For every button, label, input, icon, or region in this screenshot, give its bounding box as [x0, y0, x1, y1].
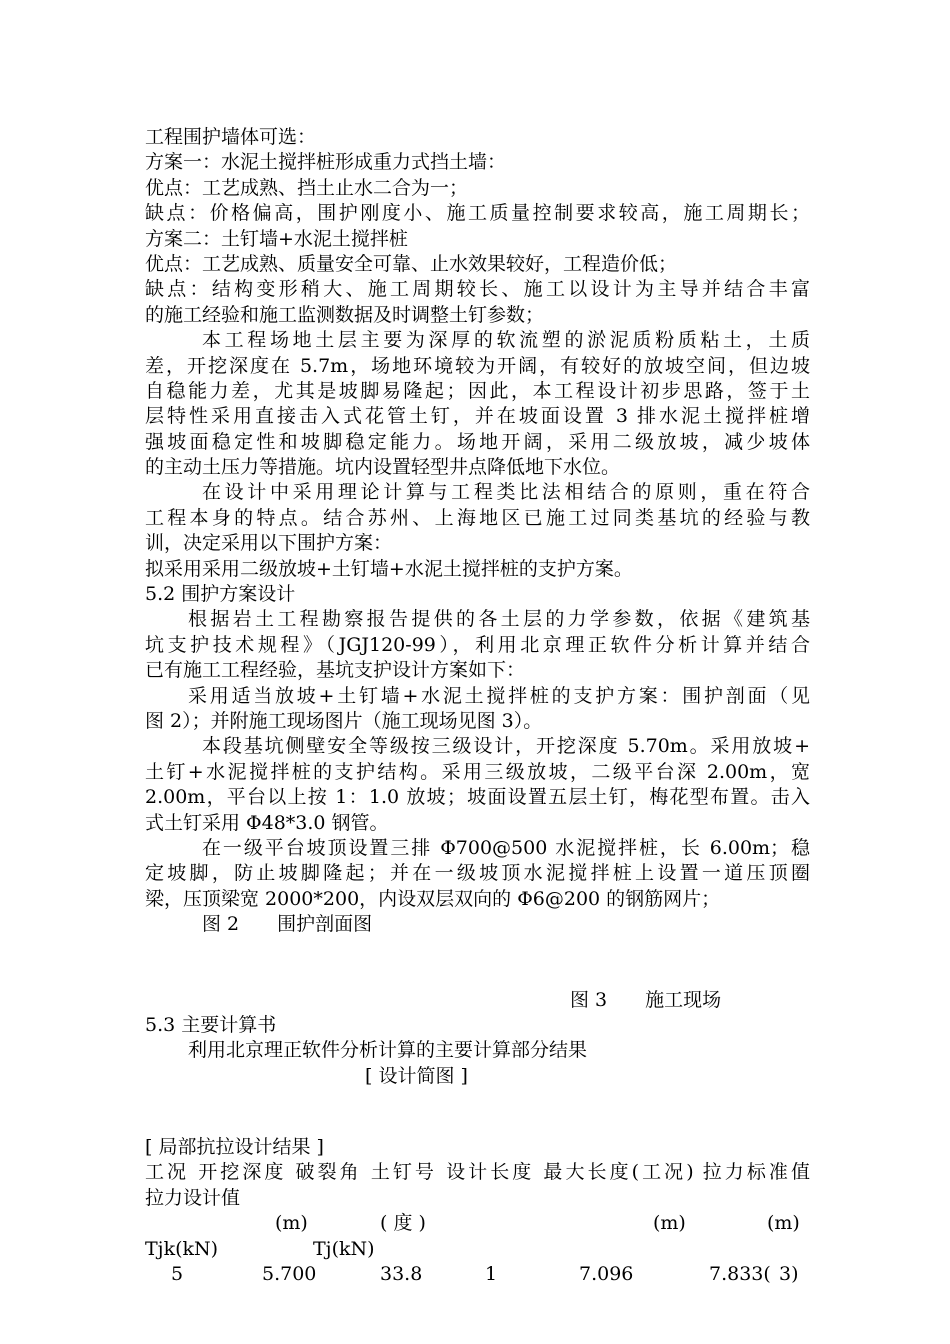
unit-cell: (m) [767, 1212, 800, 1235]
table-header: 工况 开挖深度 破裂角 土钉号 设计长度 最大长度(工况) 拉力标准值 [145, 1161, 810, 1184]
text-line: 定坡脚，防止坡脚隆起；并在一级坡顶水泥搅拌桩上设置一道压顶圈 [145, 862, 810, 885]
text-line: 梁，压顶梁宽 2000*200，内设双层双向的 Φ6@200 的钢筋网片； [145, 887, 721, 910]
text-line: 训，决定采用以下围护方案： [145, 532, 393, 555]
text-line: 拟采用采用二级放坡+土钉墙+水泥土搅拌桩的支护方案。 [145, 557, 633, 580]
text-line: 方案二：土钉墙+水泥土搅拌桩 [145, 227, 408, 250]
figure-caption: 图 2 围护剖面图 [202, 913, 373, 936]
table-cell: 5 [171, 1263, 184, 1286]
text-line: 强坡面稳定性和坡脚稳定能力。场地开阔，采用二级放坡，减少坡体 [145, 430, 810, 453]
text-line: 本段基坑侧壁安全等级按三级设计，开挖深度 5.70m。采用放坡+ [202, 735, 810, 758]
unit-cell: (m) [275, 1212, 308, 1235]
table-units-row [145, 1211, 810, 1236]
text-line: 缺点：结构变形稍大、施工周期较长、施工以设计为主导并结合丰富 [145, 278, 810, 301]
unit-cell: Tjk(kN) [145, 1237, 219, 1260]
text-line: 工程围护墙体可选： [145, 126, 317, 148]
text-line: 采用适当放坡+土钉墙+水泥土搅拌桩的支护方案：围护剖面（见 [188, 684, 810, 707]
text-line: 土钉+水泥搅拌桩的支护结构。采用三级放坡，二级平台深 2.00m，宽 [145, 760, 810, 783]
text-line: 的施工经验和施工监测数据及时调整土钉参数； [145, 303, 545, 326]
text-line: 差，开挖深度在 5.7m，场地环境较为开阔，有较好的放坡空间，但边坡 [145, 354, 810, 377]
table-header: 拉力设计值 [145, 1186, 241, 1209]
table-cell: 7.833( [709, 1263, 771, 1286]
text-line: [ 设计简图 ] [365, 1064, 468, 1087]
text-line: [ 局部抗拉设计结果 ] [145, 1136, 324, 1159]
text-line: 利用北京理正软件分析计算的主要计算部分结果 [188, 1039, 588, 1062]
table-cell: 7.096 [579, 1263, 634, 1286]
text-line: 2.00m，平台以上按 1：1.0 放坡；坡面设置五层土钉，梅花型布置。击入 [145, 786, 810, 809]
text-line: 自稳能力差，尤其是坡脚易隆起；因此，本工程设计初步思路，签于土 [145, 379, 810, 402]
text-line: 缺点：价格偏高，围护刚度小、施工质量控制要求较高，施工周期长； [145, 202, 810, 225]
text-line: 层特性采用直接击入式花管土钉，并在坡面设置 3 排水泥土搅拌桩增 [145, 405, 810, 428]
text-line: 在一级平台坡顶设置三排 Φ700@500 水泥搅拌桩，长 6.00m；稳 [202, 836, 810, 859]
unit-cell: (m) [653, 1212, 686, 1235]
text-line: 式土钉采用 Φ48*3.0 钢管。 [145, 811, 389, 834]
text-line: 坑支护技术规程》（JGJ120-99），利用北京理正软件分析计算并结合 [145, 633, 810, 656]
text-line: 工程本身的特点。结合苏州、上海地区已施工过同类基坑的经验与教 [145, 506, 810, 529]
text-line: 图 2）；并附施工现场图片（施工现场见图 3）。 [145, 709, 543, 732]
section-heading: 5.3 主要计算书 [145, 1013, 277, 1036]
text-line: 的主动土压力等措施。坑内设置轻型井点降低地下水位。 [145, 456, 621, 479]
text-line: 已有施工工程经验，基坑支护设计方案如下： [145, 659, 526, 682]
text-line: 优点：工艺成熟、质量安全可靠、止水效果较好，工程造价低； [145, 252, 678, 275]
text-line: 方案一：水泥土搅拌桩形成重力式挡土墙： [145, 151, 507, 174]
figure-caption: 图 3 施工现场 [570, 988, 722, 1011]
table-row [145, 1262, 810, 1287]
table-cell: 1 [485, 1263, 498, 1286]
text-line: 优点：工艺成熟、挡土止水二合为一； [145, 176, 469, 199]
section-heading: 5.2 围护方案设计 [145, 583, 296, 606]
document-page [145, 125, 810, 1287]
unit-cell: ( 度 ) [380, 1212, 426, 1235]
table-cell: 3) [779, 1263, 799, 1286]
text-line: 在设计中采用理论计算与工程类比法相结合的原则，重在符合 [202, 481, 810, 504]
unit-cell: Tj(kN) [313, 1237, 375, 1260]
table-cell: 33.8 [380, 1263, 423, 1286]
table-cell: 5.700 [262, 1263, 317, 1286]
text-line: 本工程场地土层主要为深厚的软流塑的淤泥质粉质粘土，土质 [202, 329, 810, 352]
text-line: 根据岩土工程勘察报告提供的各土层的力学参数，依据《建筑基 [188, 608, 810, 631]
table-units-row [145, 1237, 810, 1262]
